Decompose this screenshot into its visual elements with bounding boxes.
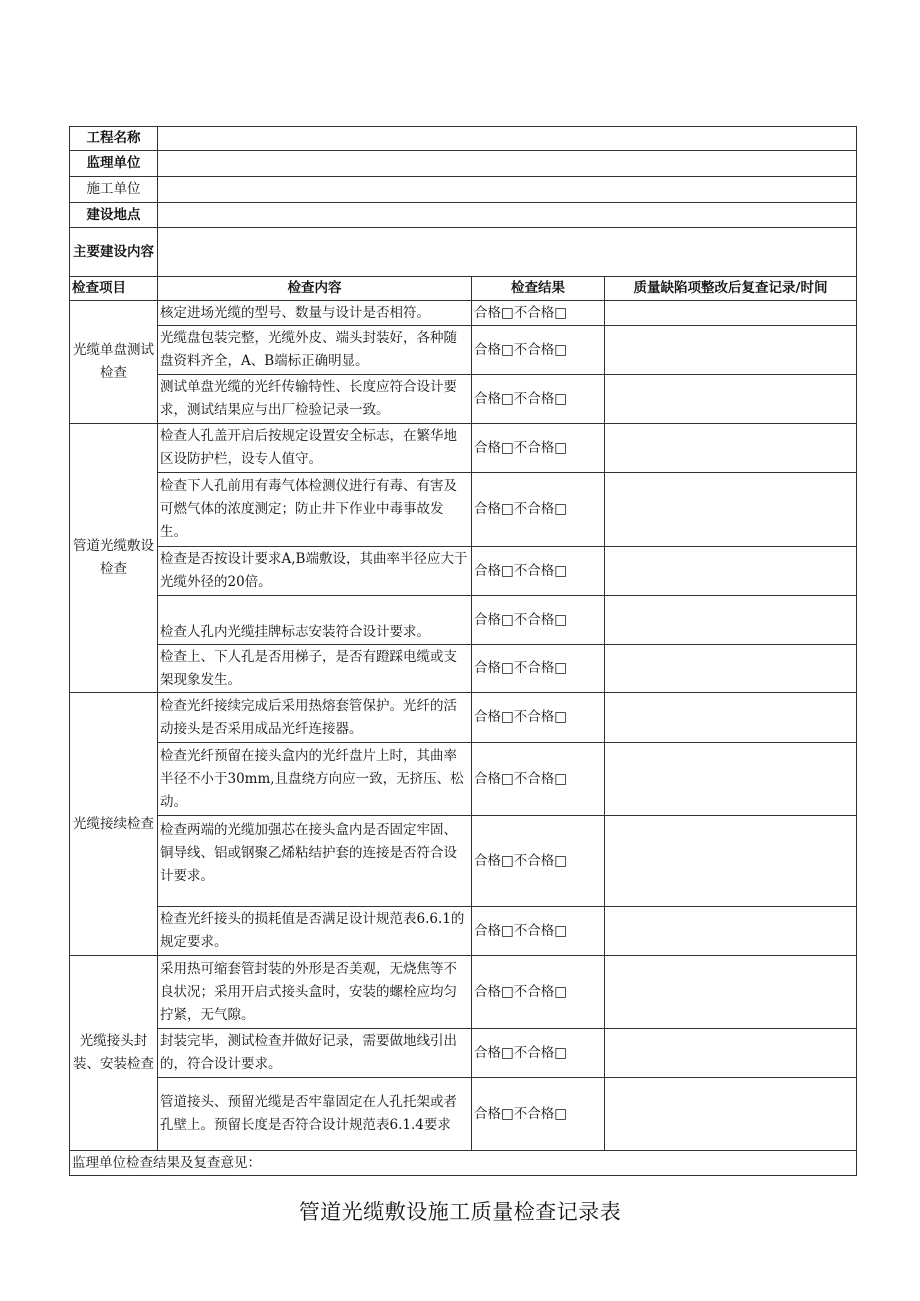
table-row <box>70 473 857 547</box>
check-result[interactable]: 合格□不合格□ <box>472 596 605 645</box>
construction-unit-label: 施工单位 <box>70 177 158 203</box>
table-row <box>70 547 857 596</box>
col-content-header: 检查内容 <box>158 277 472 301</box>
table-row <box>70 1078 857 1151</box>
check-result[interactable]: 合格□不合格□ <box>472 1078 605 1151</box>
check-content: 检查是否按设计要求A,B端敷设，其曲率半径应大于光缆外径的20倍。 <box>158 547 472 596</box>
record-cell[interactable] <box>605 1029 857 1078</box>
table-row <box>70 693 857 743</box>
table-row <box>70 326 857 375</box>
check-result[interactable]: 合格□不合格□ <box>472 1029 605 1078</box>
opinion-label[interactable]: 监理单位检查结果及复查意见： <box>70 1151 857 1176</box>
record-cell[interactable] <box>605 473 857 547</box>
opinion-row <box>70 1151 857 1176</box>
check-result[interactable]: 合格□不合格□ <box>472 693 605 743</box>
check-content: 测试单盘光缆的光纤传输特性、长度应符合设计要求，测试结果应与出厂检验记录一致。 <box>158 375 472 424</box>
record-cell[interactable] <box>605 301 857 326</box>
project-name-row <box>70 127 857 151</box>
record-cell[interactable] <box>605 645 857 693</box>
check-content: 检查光纤预留在接头盒内的光纤盘片上时，其曲率半径不小于30mm,且盘绕方向应一致，无挤压、松动。 <box>158 743 472 816</box>
record-cell[interactable] <box>605 1078 857 1151</box>
check-content: 检查上、下人孔是否用梯子，是否有蹬踩电缆或支架现象发生。 <box>158 645 472 693</box>
check-content: 检查人孔盖开启后按规定设置安全标志，在繁华地区设防护栏，设专人值守。 <box>158 424 472 473</box>
category-cell: 光缆单盘测试检查 <box>70 301 158 424</box>
col-result-header: 检查结果 <box>472 277 605 301</box>
construction-unit-row <box>70 177 857 203</box>
check-result[interactable]: 合格□不合格□ <box>472 743 605 816</box>
table-row <box>70 375 857 424</box>
check-content: 检查下人孔前用有毒气体检测仪进行有毒、有害及可燃气体的浓度测定；防止井下作业中毒事故发生。 <box>158 473 472 547</box>
check-content: 光缆盘包装完整，光缆外皮、端头封装好，各种随盘资料齐全，A、B端标正确明显。 <box>158 326 472 375</box>
check-content: 检查人孔内光缆挂牌标志安装符合设计要求。 <box>158 596 472 645</box>
project-name-field[interactable] <box>158 127 857 151</box>
record-cell[interactable] <box>605 375 857 424</box>
record-cell[interactable] <box>605 424 857 473</box>
check-result[interactable]: 合格□不合格□ <box>472 956 605 1029</box>
supervision-unit-field[interactable] <box>158 151 857 177</box>
check-result[interactable]: 合格□不合格□ <box>472 547 605 596</box>
location-label: 建设地点 <box>70 203 158 228</box>
check-result[interactable]: 合格□不合格□ <box>472 301 605 326</box>
check-result[interactable]: 合格□不合格□ <box>472 326 605 375</box>
table-row <box>70 424 857 473</box>
check-content: 采用热可缩套管封装的外形是否美观，无烧焦等不良状况；采用开启式接头盒时，安装的螺栓应均匀拧紧，无气隙。 <box>158 956 472 1029</box>
category-cell: 管道光缆敷设检查 <box>70 424 158 693</box>
record-cell[interactable] <box>605 956 857 1029</box>
supervision-unit-label: 监理单位 <box>70 151 158 177</box>
location-row <box>70 203 857 228</box>
table-row <box>70 956 857 1029</box>
category-cell: 光缆接头封装、安装检查 <box>70 956 158 1151</box>
column-header-row <box>70 277 857 301</box>
record-cell[interactable] <box>605 816 857 907</box>
record-cell[interactable] <box>605 326 857 375</box>
check-content: 检查两端的光缆加强芯在接头盒内是否固定牢固、铜导线、铝或钢聚乙烯粘结护套的连接是否符合设计要求。 <box>158 816 472 907</box>
table-row <box>70 743 857 816</box>
table-row <box>70 1029 857 1078</box>
check-content: 管道接头、预留光缆是否牢靠固定在人孔托架或者孔壁上。预留长度是否符合设计规范表6.1.4要求 <box>158 1078 472 1151</box>
check-content: 封装完毕，测试检查并做好记录，需要做地线引出的，符合设计要求。 <box>158 1029 472 1078</box>
table-row <box>70 301 857 326</box>
record-cell[interactable] <box>605 693 857 743</box>
check-content: 检查光纤接头的损耗值是否满足设计规范表6.6.1的规定要求。 <box>158 907 472 956</box>
record-cell[interactable] <box>605 547 857 596</box>
main-content-row <box>70 228 857 277</box>
col-item-header: 检查项目 <box>70 277 158 301</box>
col-record-header: 质量缺陷项整改后复查记录/时间 <box>605 277 857 301</box>
record-cell[interactable] <box>605 743 857 816</box>
table-row <box>70 596 857 645</box>
project-name-label: 工程名称 <box>70 127 158 151</box>
document-title: 管道光缆敷设施工质量检查记录表 <box>298 1200 622 1224</box>
inspection-table <box>69 126 857 1176</box>
check-result[interactable]: 合格□不合格□ <box>472 375 605 424</box>
check-result[interactable]: 合格□不合格□ <box>472 473 605 547</box>
location-field[interactable] <box>158 203 857 228</box>
category-cell: 光缆接续检查 <box>70 693 158 956</box>
supervision-unit-row <box>70 151 857 177</box>
table-row <box>70 645 857 693</box>
check-content: 核定进场光缆的型号、数量与设计是否相符。 <box>158 301 472 326</box>
check-result[interactable]: 合格□不合格□ <box>472 816 605 907</box>
main-content-label: 主要建设内容 <box>70 228 158 277</box>
record-cell[interactable] <box>605 596 857 645</box>
construction-unit-field[interactable] <box>158 177 857 203</box>
check-result[interactable]: 合格□不合格□ <box>472 645 605 693</box>
table-row <box>70 907 857 956</box>
check-content: 检查光纤接续完成后采用热熔套管保护。光纤的活动接头是否采用成品光纤连接器。 <box>158 693 472 743</box>
main-content-field[interactable] <box>158 228 857 277</box>
record-cell[interactable] <box>605 907 857 956</box>
table-row <box>70 816 857 907</box>
check-result[interactable]: 合格□不合格□ <box>472 907 605 956</box>
check-result[interactable]: 合格□不合格□ <box>472 424 605 473</box>
